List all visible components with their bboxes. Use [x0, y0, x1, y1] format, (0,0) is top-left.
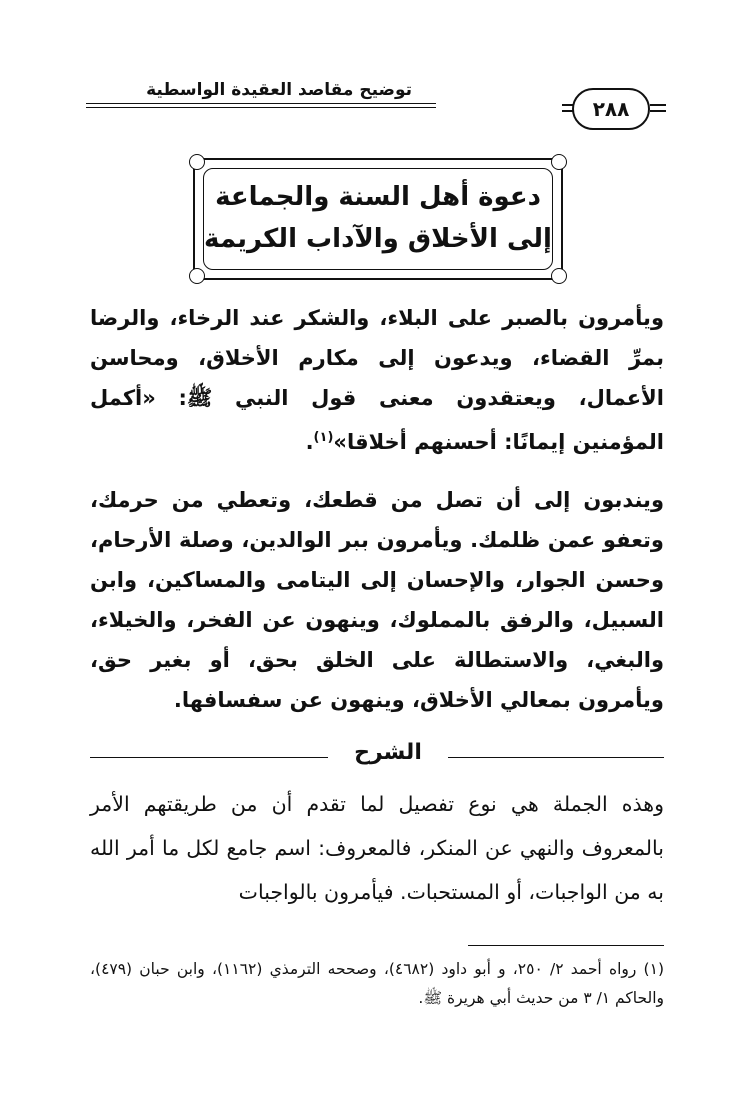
matn-paragraph-1 [90, 298, 664, 462]
section-title-line-2: إلى الأخلاق والآداب الكريمة [204, 224, 552, 254]
header-rule [86, 103, 436, 104]
section-title-frame [193, 158, 563, 280]
header-rule [86, 107, 436, 108]
running-title: توضيح مقاصد العقيدة الواسطية [146, 80, 412, 100]
frame-corner [189, 268, 205, 284]
paragraph-end: . [305, 430, 314, 454]
footnote: (١) رواه أحمد ٢/ ٢٥٠، و أبو داود (٤٦٨٢)، وصححه الترمذي (١١٦٢)، وابن حبان (٤٧٩)، والحاكم ١/ ٣ من حديث أبي هريرة ﷺ. [90, 960, 664, 1007]
matn-paragraph-2: ويندبون إلى أن تصل من قطعك، وتعطي من حرمك، وتعفو عمن ظلمك. ويأمرون ببر الوالدين، وصلة الأرحام، وحسن الجوار، والإحسان إلى اليتامى والمساكين، وابن السبيل، والرفق بالمملوك، وينهون عن الفخر، والخيلاء، والبغي، والاستطالة على الخلق بحق، أو بغير حق، ويأمرون بمعالي الأخلاق، وينهون عن سفسافها. [90, 488, 664, 712]
footnote-rule [468, 945, 664, 946]
sharh-divider-left [90, 757, 328, 758]
section-title-line-1: دعوة أهل السنة والجماعة [215, 182, 541, 212]
frame-corner [189, 154, 205, 170]
sharh-heading: الشرح [354, 740, 422, 765]
page-header [86, 74, 664, 134]
matn-paragraph-1-text: ويأمرون بالصبر على البلاء، والشكر عند الرخاء، والرضا بمرِّ القضاء، ويدعون إلى مكارم الأخلاق، ومحاسن الأعمال، ويعتقدون معنى قول النبي ﷺ: «أكمل المؤمنين إيمانًا: أحسنهم أخلاقا» [90, 306, 664, 454]
header-rule [650, 104, 666, 106]
frame-corner [551, 154, 567, 170]
header-rule [650, 110, 666, 112]
footnote-marker: (١) [313, 430, 334, 445]
page-number: ٢٨٨ [572, 88, 650, 130]
sharh-paragraph: وهذه الجملة هي نوع تفصيل لما تقدم أن من طريقتهم الأمر بالمعروف والنهي عن المنكر، فالمعروف: اسم جامع لكل ما أمر الله به من الواجبات، أو المستحبات. فيأمرون بالواجبات [90, 792, 664, 904]
sharh-divider-right [448, 757, 664, 758]
frame-corner [551, 268, 567, 284]
